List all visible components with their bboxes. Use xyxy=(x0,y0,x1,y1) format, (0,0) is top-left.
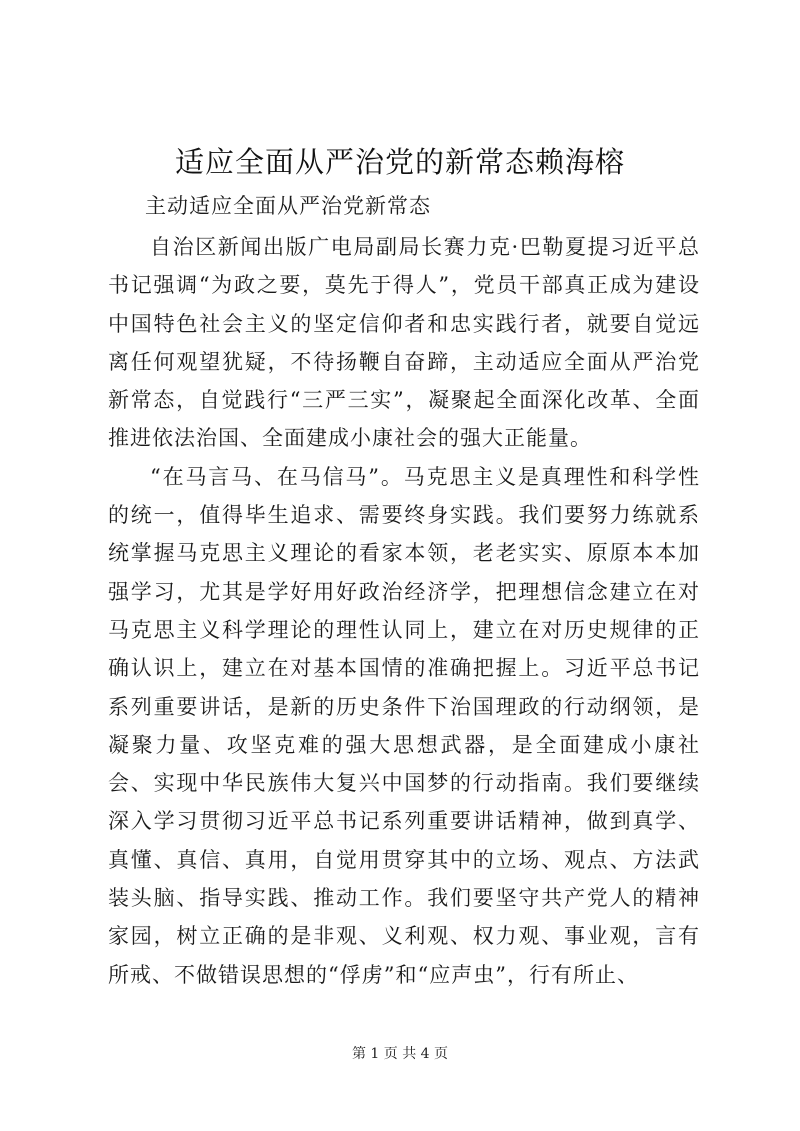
document-body xyxy=(108,228,700,994)
body-paragraph-1: 自治区新闻出版广电局副局长赛力克·巴勒夏提习近平总书记强调“为政之要，莫先于得人”，党员干部真正成为建设中国特色社会主义的坚定信仰者和忠实践行者，就要自觉远离任何观望犹疑，不待扬鞭自奋蹄，主动适应全面从严治党新常态，自觉践行“三严三实”，凝聚起全面深化改革、全面推进依法治国、全面建成小康社会的强大正能量。 xyxy=(108,235,700,451)
document-title: 适应全面从严治党的新常态赖海榕 xyxy=(174,145,625,179)
body-paragraph-2: “在马言马、在马信马”。马克思主义是真理性和科学性的统一，值得毕生追求、需要终身实践。我们要努力练就系统掌握马克思主义理论的看家本领，老老实实、原原本本加强学习，尤其是学好用好政治经济学，把理想信念建立在对马克思主义科学理论的理性认同上，建立在对历史规律的正确认识上，建立在对基本国情的准确把握上。习近平总书记系列重要讲话，是新的历史条件下治国理政的行动纲领，是凝聚力量、攻坚克难的强大思想武器，是全面建成小康社会、实现中华民族伟大复兴中国梦的行动指南。我们要继续深入学习贯彻习近平总书记系列重要讲话精神，做到真学、真懂、真信、真用，自觉用贯穿其中的立场、观点、方法武装头脑、指导实践、推动工作。我们要坚守共产党人的精神家园，树立正确的是非观、义利观、权力观、事业观，言有所戒、不做错误思想的“俘虏”和“应声虫”，行有所止、 xyxy=(108,464,700,987)
page-number-footer: 第 1 页 共 4 页 xyxy=(351,1046,449,1062)
document-subtitle: 主动适应全面从严治党新常态 xyxy=(145,194,431,218)
